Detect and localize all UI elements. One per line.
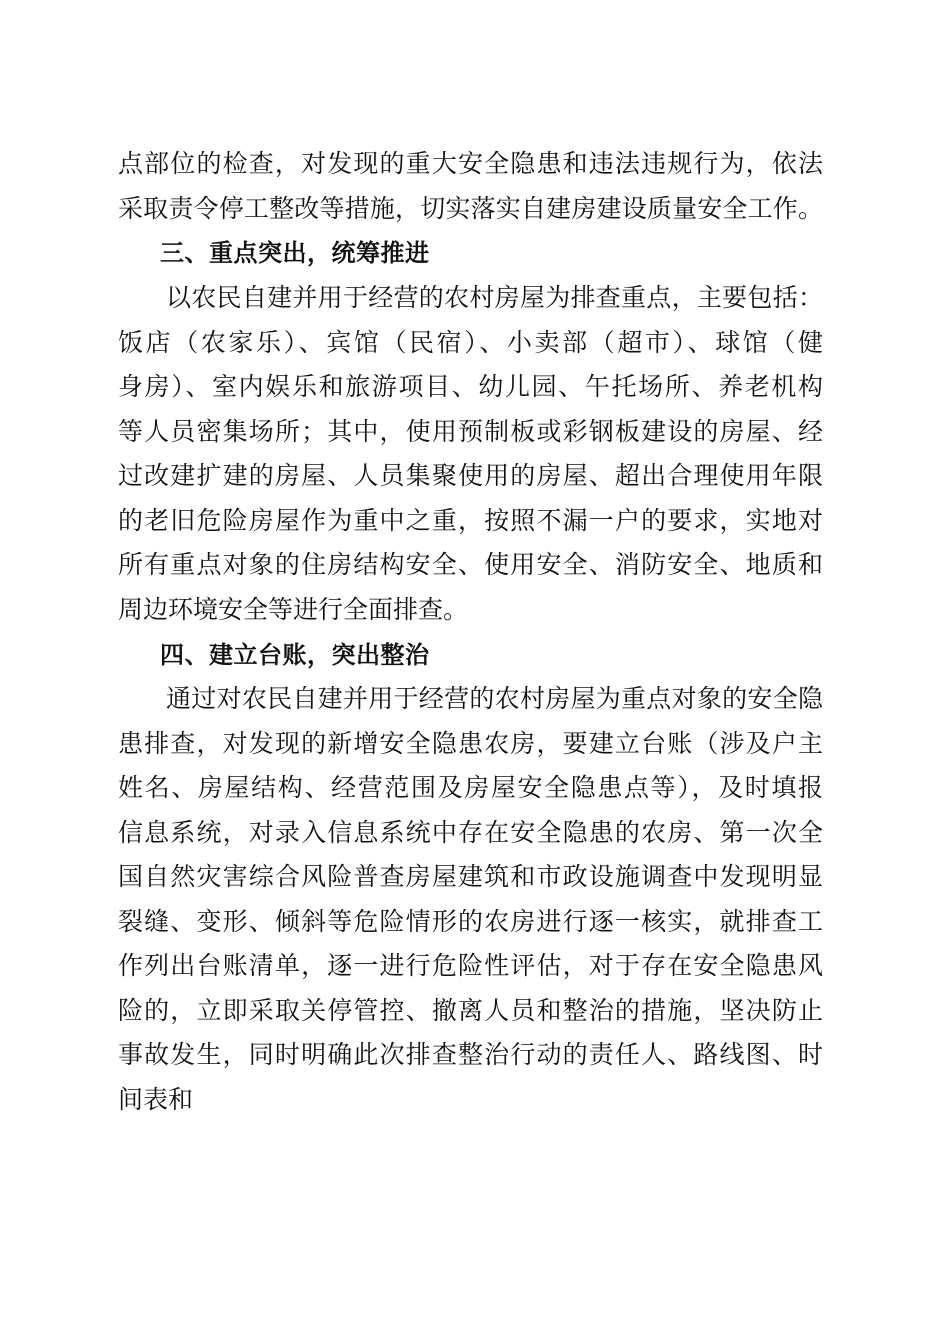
body-text-line: 作列出台账清单，逐一进行危险性评估，对于存在安全隐患风 <box>118 951 823 980</box>
body-text-line: 点部位的检查，对发现的重大安全隐患和违法违规行为，依法 <box>118 149 823 178</box>
body-text-line: 事故发生，同时明确此次排查整治行动的责任人、路线图、时 <box>118 1040 823 1069</box>
body-text-line: 等人员密集场所；其中，使用预制板或彩钢板建设的房屋、经 <box>118 417 823 446</box>
section-heading: 三、重点突出，统筹推进 <box>160 239 430 267</box>
body-text-line: 险的，立即采取关停管控、撤离人员和整治的措施，坚决防止 <box>118 996 823 1025</box>
body-text-line: 通过对农民自建并用于经营的农村房屋为重点对象的安全隐 <box>166 684 823 713</box>
body-text-line: 所有重点对象的住房结构安全、使用安全、消防安全、地质和 <box>118 550 823 579</box>
section-heading: 四、建立台账，突出整治 <box>160 641 430 669</box>
body-text-line: 姓名、房屋结构、经营范围及房屋安全隐患点等），及时填报 <box>118 773 823 802</box>
body-text-line: 过改建扩建的房屋、人员集聚使用的房屋、超出合理使用年限 <box>118 461 823 490</box>
body-text-line: 患排查，对发现的新增安全隐患农房，要建立台账（涉及户主 <box>118 729 823 758</box>
body-text-line: 裂缝、变形、倾斜等危险情形的农房进行逐一核实，就排查工 <box>118 907 823 936</box>
body-text-line: 饭店（农家乐）、宾馆（民宿）、小卖部（超市）、球馆（健 <box>118 328 823 357</box>
body-text-line: 以农民自建并用于经营的农村房屋为排查重点，主要包括： <box>166 283 823 312</box>
body-text-line: 身房）、室内娱乐和旅游项目、幼儿园、午托场所、养老机构 <box>118 372 823 401</box>
body-text-line: 周边环境安全等进行全面排查。 <box>118 595 469 624</box>
body-text-line: 间表和 <box>118 1085 194 1114</box>
body-text-line: 信息系统，对录入信息系统中存在安全隐患的农房、第一次全 <box>118 818 823 847</box>
body-text-line: 采取责令停工整改等措施，切实落实自建房建设质量安全工作。 <box>118 194 823 223</box>
body-text-line: 国自然灾害综合风险普查房屋建筑和市政设施调查中发现明显 <box>118 862 823 891</box>
body-text-line: 的老旧危险房屋作为重中之重，按照不漏一户的要求，实地对 <box>118 506 823 535</box>
